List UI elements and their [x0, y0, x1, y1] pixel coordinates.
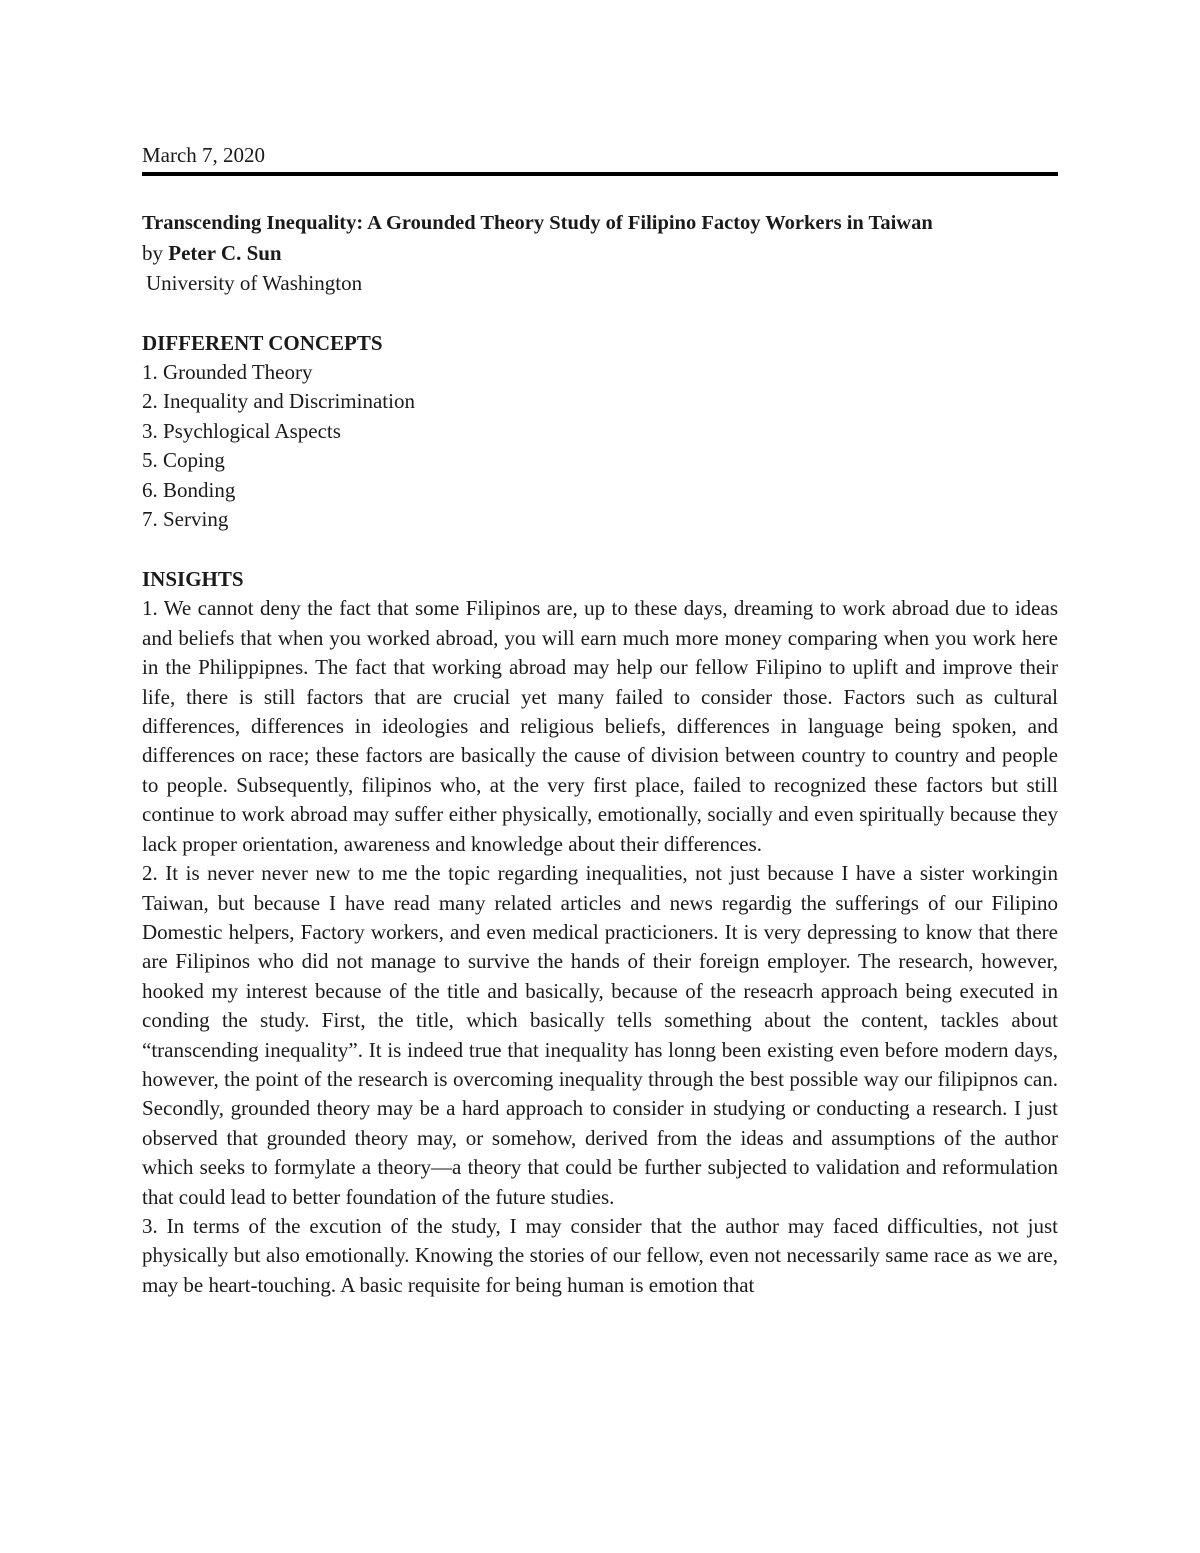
list-item: 3. Psychlogical Aspects — [142, 418, 341, 443]
byline — [142, 238, 1058, 268]
concepts-list — [142, 358, 1058, 534]
paper-title: Transcending Inequality: A Grounded Theory Study of Filipino Factoy Workers in Taiwan — [142, 212, 933, 234]
document-date: March 7, 2020 — [142, 143, 266, 167]
list-item: 2. Inequality and Discrimination — [142, 389, 415, 414]
list-item: 1. Grounded Theory — [142, 360, 313, 384]
concepts-heading: DIFFERENT CONCEPTS — [142, 331, 383, 355]
header-divider — [142, 172, 1058, 176]
author-name: Peter C. Sun — [168, 241, 282, 265]
list-item: 6. Bonding — [142, 477, 236, 502]
insight-paragraph-3: 3. In terms of the excution of the study, I may consider that the author may faced difficulties, not just physically but also emotionally. Knowing the stories of our fellow, even not necessarily same race as we are, may be heart-touching. A basic requisite for being human is emotion that — [142, 1213, 1058, 1297]
byline-prefix: by — [142, 241, 169, 265]
list-item: 5. Coping — [142, 448, 225, 473]
list-item: 7. Serving — [142, 507, 229, 532]
insights-heading: INSIGHTS — [142, 567, 244, 592]
insight-paragraph-2: 2. It is never never new to me the topic regarding inequalities, not just because I have a sister workingin Taiwan, but because I have read many related articles and news regardig the sufferings of our Filipino Domestic helpers, Factory workers, and even medical practicioners. It is very depressing to know that there are Filipinos who did not manage to survive the hands of their foreign employer. The research, however, hooked my interest because of the title and basically, because of the reseacrh approach being executed in conding the study. First, the title, which basically tells something about the content, tackles about “transcending inequality”. It is indeed true that inequality has lonng been existing even before modern days, however, the point of the research is overcoming inequality through the best possible way our filipipnos can. Secondly, grounded theory may be a hard approach to consider in studying or conducting a research. I just observed that grounded theory may, or somehow, derived from the ideas and assumptions of the author which seeks to formylate a theory—a theory that could be further subjected to validation and reformulation that could lead to better foundation of the future studies. — [142, 861, 1058, 1209]
author-affiliation: University of Washington — [146, 271, 363, 295]
document-page — [142, 140, 1058, 1300]
insight-paragraph-1: 1. We cannot deny the fact that some Filipinos are, up to these days, dreaming to work abroad due to ideas and beliefs that when you worked abroad, you will earn much more money comparing when you work here in the Philippipnes. The fact that working abroad may help our fellow Filipino to uplift and improve their life, there is still factors that are crucial yet many failed to consider those. Factors such as cultural differences, differences in ideologies and religious beliefs, differences in language being spoken, and differences on race; these factors are basically the cause of division between country to country and people to people. Subsequently, filipinos who, at the very first place, failed to recognized these factors but still continue to work abroad may suffer either physically, emotionally, socially and even spiritually because they lack proper orientation, awareness and knowledge about their differences. — [142, 596, 1058, 856]
